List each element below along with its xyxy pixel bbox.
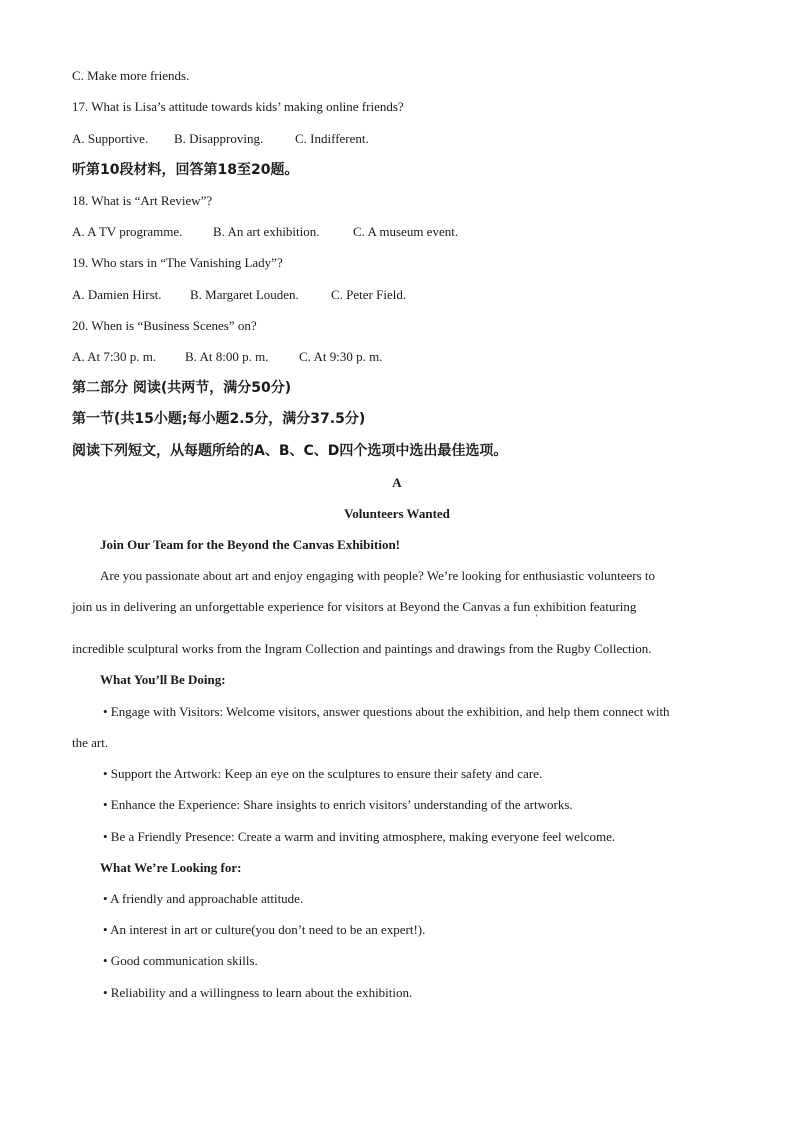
q20-options: [72, 349, 382, 365]
doing-heading: What You’ll Be Doing:: [100, 672, 226, 687]
q20-question: 20. When is “Business Scenes” on?: [72, 318, 257, 333]
q17-option-a: A. Supportive.: [72, 131, 149, 146]
q19-option-c: C. Peter Field.: [331, 287, 407, 302]
looking-item: • Good communication skills.: [103, 953, 258, 968]
looking-item: • A friendly and approachable attitude.: [103, 891, 304, 906]
passage-title: Volunteers Wanted: [344, 506, 450, 521]
intro-line-2: join us in delivering an unforgettable experience for visitors at Beyond the Canvas a fun exhibition featuring: [72, 599, 637, 614]
passage-subtitle: Join Our Team for the Beyond the Canvas Exhibition!: [100, 537, 401, 552]
section-10-heading: 听第10段材料，回答第18至20题。: [72, 162, 299, 178]
q20-option-b: B. At 8:00 p. m.: [185, 349, 269, 364]
q20-option-c: C. At 9:30 p. m.: [299, 349, 383, 364]
stray-mark: ': [536, 613, 538, 623]
q17-option-b: B. Disapproving.: [174, 131, 264, 146]
q19-option-b: B. Margaret Louden.: [190, 287, 299, 302]
passage-letter: A: [392, 475, 402, 490]
doing-item-continuation: the art.: [72, 735, 109, 750]
intro-line-1: Are you passionate about art and enjoy engaging with people? We’re looking for enthusiastic volunteers to: [100, 568, 656, 583]
q17-question: 17. What is Lisa’s attitude towards kids’ making online friends?: [72, 99, 404, 114]
intro-line-3: incredible sculptural works from the Ingram Collection and paintings and drawings from the Rugby Collection.: [72, 641, 652, 656]
q17-option-c: C. Indifferent.: [295, 131, 369, 146]
q19-question: 19. Who stars in “The Vanishing Lady”?: [72, 255, 283, 270]
q20-option-a: A. At 7:30 p. m.: [72, 349, 157, 364]
looking-heading: What We’re Looking for:: [100, 860, 242, 875]
doing-item: • Be a Friendly Presence: Create a warm and inviting atmosphere, making everyone feel welcome.: [103, 829, 616, 844]
q18-option-c: C. A museum event.: [353, 224, 459, 239]
q18-options: [72, 224, 458, 240]
part2-heading: 第二部分 阅读(共两节，满分50分): [72, 380, 292, 396]
q19-option-a: A. Damien Hirst.: [72, 287, 162, 302]
looking-item: • Reliability and a willingness to learn about the exhibition.: [103, 985, 413, 1000]
instructions: 阅读下列短文，从每题所给的A、B、C、D四个选项中选出最佳选项。: [72, 443, 508, 459]
section1-heading: 第一节(共15小题;每小题2.5分，满分37.5分): [72, 411, 366, 427]
q17-options: [72, 131, 369, 147]
q18-question: 18. What is “Art Review”?: [72, 193, 213, 208]
doing-item: • Engage with Visitors: Welcome visitors, answer questions about the exhibition, and help them connect with: [103, 704, 670, 719]
doing-item: • Enhance the Experience: Share insights to enrich visitors’ understanding of the artworks.: [103, 797, 573, 812]
q18-option-a: A. A TV programme.: [72, 224, 183, 239]
looking-item: • An interest in art or culture(you don’t need to be an expert!).: [103, 922, 426, 937]
doing-item: • Support the Artwork: Keep an eye on the sculptures to ensure their safety and care.: [103, 766, 543, 781]
q16-option-c: C. Make more friends.: [72, 68, 190, 83]
q18-option-b: B. An art exhibition.: [213, 224, 320, 239]
q19-options: [72, 287, 406, 303]
